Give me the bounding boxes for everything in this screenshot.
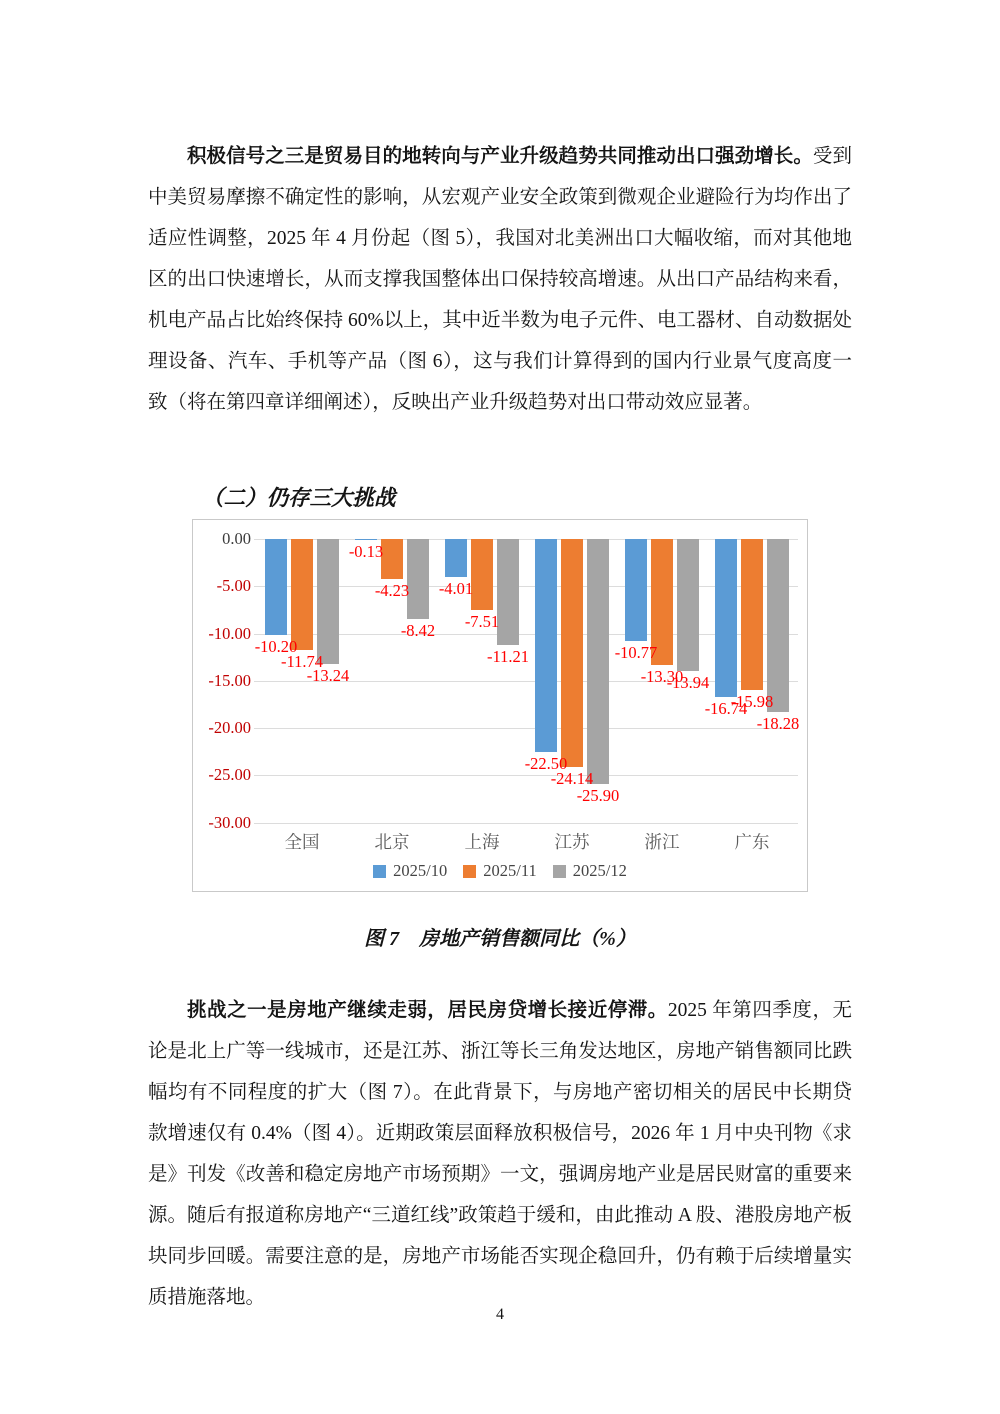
bar-2025-11 (561, 539, 583, 767)
bar-2025-12 (587, 539, 609, 784)
y-axis-tick-label: -25.00 (208, 765, 251, 784)
bar-value-label: -10.77 (614, 642, 658, 662)
category-label: 广东 (734, 832, 770, 852)
figure-chart (192, 519, 808, 892)
bar-2025-10 (625, 539, 647, 641)
category-label: 江苏 (554, 832, 590, 852)
legend-item (463, 861, 536, 881)
bar-value-label: -0.13 (348, 542, 384, 562)
bar-2025-11 (471, 539, 493, 610)
y-axis-tick-label: 0.00 (222, 528, 251, 548)
paragraph-lead-bold: 积极信号之三是贸易目的地转向与产业升级趋势共同推动出口强劲增长。 (187, 145, 813, 167)
bar-value-label: -15.98 (730, 692, 774, 711)
bar-value-label: -8.42 (400, 620, 436, 640)
bar-value-label: -18.28 (756, 713, 800, 733)
legend-label: 2025/11 (483, 861, 537, 880)
bar-value-label: -25.90 (576, 785, 620, 805)
bar-2025-12 (407, 539, 429, 619)
bar-2025-11 (381, 539, 403, 579)
paragraph-body-text: 2025 年第四季度，无论是北上广等一线城市，还是江苏、浙江等长三角发达地区，房地产销售额同比跌幅均有不同程度的扩大（图 7）。在此背景下，与房地产密切相关的居民中长期贷款增速仅有 0.4%（图 4）。近期政策层面释放积极信号，2026 年 1 月中央刊物《求是》刊发《改善和稳定房地产市场预期》一文，强调房地产业是居民财富的重要来源。随后有报道称房地产“三道红线”政策趋于缓和，由此推动 A 股、港股房地产板块同步回暖。需要注意的是，房地产市场能否实现企稳回升，仍有赖于后续增量实质措施落地。 (148, 999, 852, 1308)
bar-2025-10 (715, 539, 737, 697)
bar-value-label: -13.30 (640, 666, 684, 686)
bar-value-label: -22.50 (524, 753, 568, 773)
bar-value-label: -7.51 (464, 611, 500, 631)
legend-swatch-icon (553, 865, 566, 878)
legend-item (553, 861, 627, 881)
bar-2025-10 (355, 539, 377, 540)
legend-swatch-icon (373, 865, 386, 878)
legend-item (373, 861, 447, 881)
bar-2025-12 (497, 539, 519, 645)
paragraph-lead-bold: 挑战之一是房地产继续走弱，居民房贷增长接近停滞。 (187, 999, 668, 1021)
y-axis-tick-label: -10.00 (208, 623, 251, 643)
bar-value-label: -11.74 (280, 651, 324, 671)
category-label: 上海 (464, 832, 500, 852)
y-gridline (254, 823, 798, 824)
section-heading: （二）仍存三大挑战 (202, 485, 396, 510)
bar-value-label: -11.21 (486, 646, 530, 666)
page-number: 4 (496, 1306, 504, 1323)
category-label: 全国 (284, 832, 320, 852)
legend-label: 2025/10 (393, 861, 448, 880)
bar-2025-12 (767, 539, 789, 712)
legend-label: 2025/12 (572, 861, 627, 880)
bar-2025-11 (291, 539, 313, 650)
y-gridline (254, 775, 798, 776)
bar-2025-11 (741, 539, 763, 690)
bar-value-label: -4.23 (374, 580, 410, 600)
category-label: 浙江 (644, 832, 680, 852)
y-gridline (254, 728, 798, 729)
paragraph-challenge-one (148, 990, 852, 1318)
category-label: 北京 (374, 832, 410, 852)
bar-2025-10 (265, 539, 287, 635)
y-axis-tick-label: -20.00 (208, 717, 251, 737)
bar-2025-10 (445, 539, 467, 577)
bar-value-label: -10.20 (254, 637, 298, 657)
y-axis-tick-label: -5.00 (216, 576, 251, 595)
bar-2025-12 (317, 539, 339, 664)
y-axis-tick-label: -30.00 (208, 812, 251, 832)
chart-legend (193, 861, 807, 881)
y-axis-tick-label: -15.00 (208, 670, 251, 690)
bar-value-label: -16.74 (704, 699, 748, 719)
paragraph-body-text: 受到中美贸易摩擦不确定性的影响，从宏观产业安全政策到微观企业避险行为均作出了适应性调整，2025 年 4 月份起（图 5），我国对北美洲出口大幅收缩，而对其他地区的出口快速增长，从而支撑我国整体出口保持较高增速。从出口产品结构来看，机电产品占比始终保持 60%以上，其中近半数为电子元件、电工器材、自动数据处理设备、汽车、手机等产品（图 6），这与我们计算得到的国内行业景气度高度一致（将在第四章详细阐述），反映出产业升级趋势对出口带动效应显著。 (148, 145, 852, 413)
bar-2025-12 (677, 539, 699, 671)
bar-value-label: -24.14 (550, 769, 594, 789)
bar-value-label: -4.01 (438, 578, 474, 598)
bar-2025-10 (535, 539, 557, 752)
legend-swatch-icon (463, 865, 476, 878)
figure-caption: 图 7 房地产销售额同比（%） (364, 928, 636, 950)
paragraph-export-growth (148, 136, 852, 423)
bar-value-label: -13.24 (306, 666, 350, 686)
bar-value-label: -13.94 (666, 672, 710, 692)
